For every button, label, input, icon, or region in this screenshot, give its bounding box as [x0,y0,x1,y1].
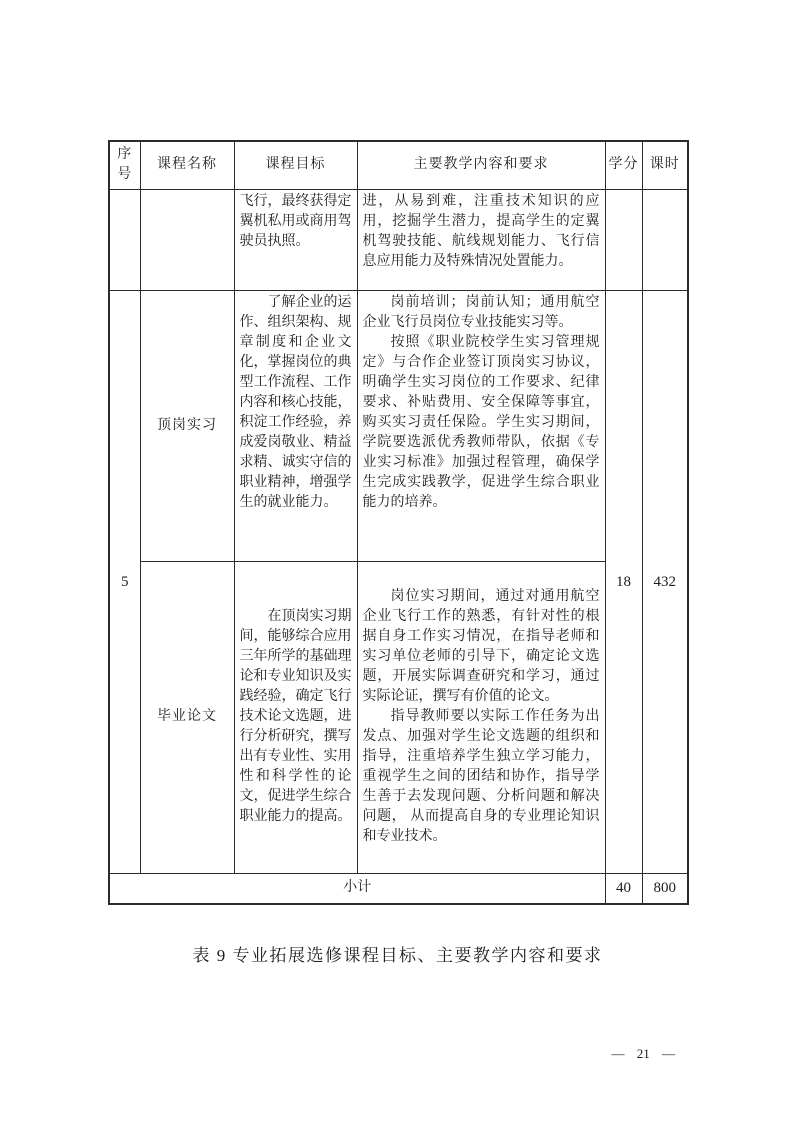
objective-text: 飞行，最终获得定翼机私用或商用驾驶员执照。 [239,193,352,249]
subtotal-credits: 40 [605,873,642,904]
content-text: 进，从易到难，注重技术知识的应用，挖掘学生潜力，提高学生的定翼机驾驶技能、航线规划能力、飞行信息应用能力及特殊情况处置能力。 [362,193,600,269]
objective-text: 在顶岗实习期间，能够综合应用三年所学的基础理论和专业知识及实践经验，确定飞行技术论文选题，进行分析研究，撰写出有专业性、实用性和科学性的论文，促进学生综合职业能力的提高。 [239,609,352,824]
header-class-hours: 课时 [642,141,688,189]
objective-thesis-cell [234,561,357,873]
header-course-name: 课程名称 [140,141,234,189]
credits-cell: 18 [605,290,642,873]
table-row-continuation [109,189,688,290]
continuation-content-cell [357,189,605,290]
table-caption: 表 9 专业拓展选修课程目标、主要教学内容和要求 [192,946,603,965]
hours-cell: 432 [642,290,688,873]
content-internship-cell [357,290,605,561]
continuation-serial-cell [109,189,140,290]
content-thesis-cell [357,561,605,873]
subtotal-hours: 800 [642,873,688,904]
content-paragraph-1: 岗前培训；岗前认知；通用航空企业飞行员岗位专业技能实习等。 [362,294,600,330]
serial-number-cell: 5 [109,290,140,873]
header-credits: 学分 [605,141,642,189]
objective-text: 了解企业的运作、组织架构、规章制度和企业文化，掌握岗位的典型工作流程、工作内容和核心技能，积淀工作经验，养成爱岗敬业、精益求精、诚实守信的职业精神，增强学生的就业能力。 [239,294,352,510]
content-paragraph-2: 指导教师要以实际工作任务为出发点、加强对学生论文选题的组织和指导，注重培养学生独立学习能力，重视学生之间的团结和协作，指导学生善于去发现问题、分析问题和解决问题， 从而提高自身的专业理论知识和专业技术。 [362,709,600,844]
course-name-internship: 顶岗实习 [140,290,234,561]
header-serial-number: 序号 [109,141,140,189]
subtotal-label: 小计 [109,873,605,904]
table-row-subtotal [109,873,688,904]
continuation-objective-cell [234,189,357,290]
course-table [108,140,689,905]
header-course-objective: 课程目标 [234,141,357,189]
table-row-thesis [109,561,688,873]
continuation-name-cell [140,189,234,290]
content-paragraph-2: 按照《职业院校学生实习管理规定》与合作企业签订顶岗实习协议，明确学生实习岗位的工作要求、纪律要求、补贴费用、安全保障等事宜，购买实习责任保险。学生实习期间， 学院要选派优秀教师带队，依据《专业实习标准》加强过程管理，确保学生完成实践教学，促进学生综合职业能力的培养。 [362,334,600,510]
continuation-credits-cell [605,189,642,290]
table-header-row [109,141,688,189]
page-number: — 21 — [611,1046,675,1061]
header-main-content: 主要教学内容和要求 [357,141,605,189]
course-name-thesis: 毕业论文 [140,561,234,873]
continuation-hours-cell [642,189,688,290]
table-row-internship [109,290,688,561]
objective-internship-cell [234,290,357,561]
content-paragraph-1: 岗位实习期间，通过对通用航空企业飞行工作的熟悉，有针对性的根据自身工作实习情况，在指导老师和实习单位老师的引导下，确定论文选题，开展实际调查研究和学习，通过实际论证，撰写有价值的论文。 [362,589,600,704]
